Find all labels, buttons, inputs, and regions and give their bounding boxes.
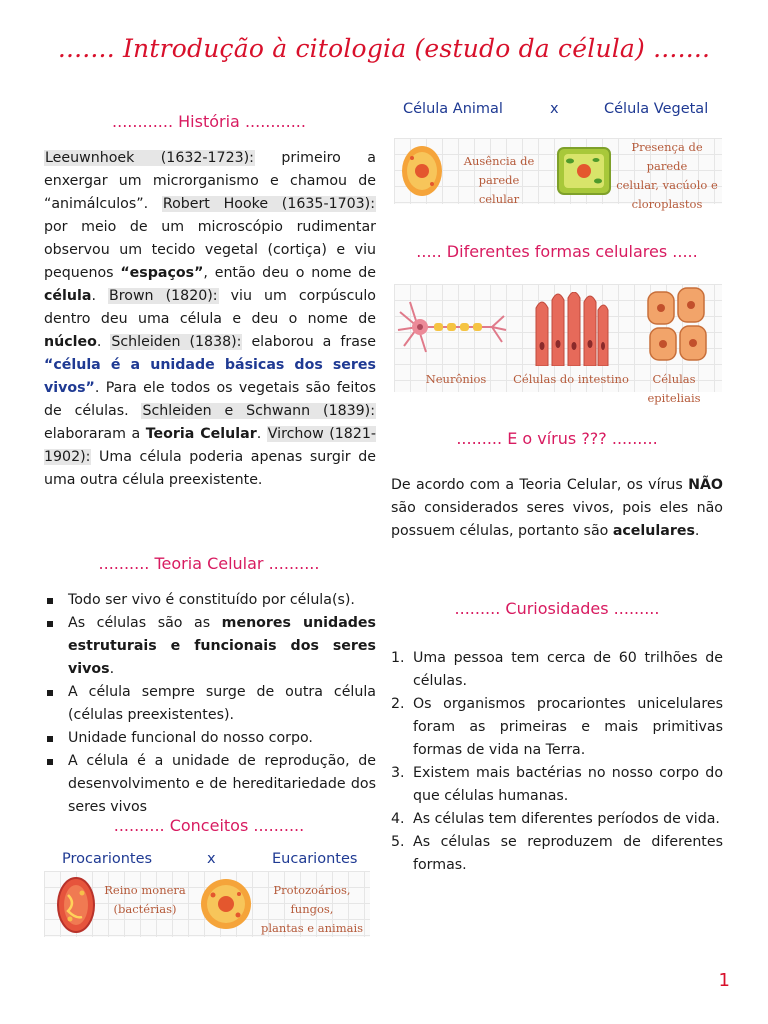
plant-cell-note: Presença de parede celular, vacúolo e cloroplastos xyxy=(616,140,718,211)
section-curiosidades-heading: ......... Curiosidades ......... xyxy=(454,599,660,618)
page-title: ....... Introdução à citologia (estudo da célula) ....... xyxy=(57,34,711,63)
section-teoria-heading: .......... Teoria Celular .......... xyxy=(98,554,320,573)
neuron-label: Neurônios xyxy=(425,372,487,386)
list-item: 4. As células tem diferentes períodos de vida. xyxy=(391,811,720,827)
celula-vegetal-label: Célula Vegetal xyxy=(604,101,709,117)
history-name: Schleiden e Schwann (1839): xyxy=(142,403,375,419)
procariontes-label: Procariontes xyxy=(62,851,153,867)
history-item: Leeuwnhoek (1632-1723): primeiro a enxergar um microrganismo e chamou de “animálculos”. xyxy=(44,150,377,212)
eukaryote-cell-icon xyxy=(198,877,254,931)
list-item: 5. As células se reproduzem de diferentes formas. xyxy=(391,834,723,873)
section-virus-heading: ......... E o vírus ??? ......... xyxy=(456,429,658,448)
history-item: Virchow (1821-1902): Uma célula poderia apenas surgir de uma outra célula preexistente. xyxy=(44,426,376,488)
history-item: Schleiden e Schwann (1839): elaboraram a Teoria Celular. xyxy=(44,403,375,442)
epithelial-label: Células epiteliais xyxy=(647,372,701,405)
eucariontes-note: Protozoários, fungos, plantas e animais xyxy=(260,883,364,935)
list-item: 1. Uma pessoa tem cerca de 60 trilhões de células. xyxy=(391,650,723,689)
list-item: A célula é a unidade de reprodução, de desenvolvimento e de hereditariedade dos seres vivos xyxy=(44,750,376,819)
celula-animal-label: Célula Animal xyxy=(403,101,503,117)
vs-label: x xyxy=(550,101,559,117)
section-formas-heading: ..... Diferentes formas celulares ..... xyxy=(416,242,698,261)
vs-label: x xyxy=(207,851,216,867)
cell-types-illustration xyxy=(44,871,370,937)
history-name: Brown (1820): xyxy=(109,288,218,304)
list-item: 3. Existem mais bactérias no nosso corpo do que células humanas. xyxy=(391,765,723,804)
epithelial-cells-icon xyxy=(644,286,710,364)
neuron-icon xyxy=(396,292,508,362)
intestine-label: Células do intestino xyxy=(513,372,629,386)
theory-list xyxy=(44,589,376,819)
plant-cell-icon xyxy=(556,146,612,196)
procariontes-note: Reino monera (bactérias) xyxy=(104,883,186,916)
virus-text: De acordo com a Teoria Celular, os vírus NÃO são considerados seres vivos, pois eles não possuem células, portanto são acelulares. xyxy=(391,477,723,539)
list-item: Todo ser vivo é constituído por célula(s). xyxy=(44,589,376,612)
animal-cell-icon xyxy=(400,144,444,198)
page-number: 1 xyxy=(718,970,730,991)
history-name: Robert Hooke (1635-1703): xyxy=(162,196,375,212)
animal-plant-illustration xyxy=(394,138,722,211)
history-item: Schleiden (1838): elaborou a frase “célula é a unidade básicas dos seres vivos”. Para ele todos os vegetais são feitos de células. xyxy=(44,334,377,419)
intestine-cells-icon xyxy=(532,292,612,366)
list-item: A célula sempre surge de outra célula (células preexistentes). xyxy=(44,681,376,727)
section-conceitos-heading: .......... Conceitos .......... xyxy=(113,816,305,835)
animal-cell-note: Ausência de parede celular xyxy=(463,154,535,206)
eucariontes-label: Eucariontes xyxy=(272,851,358,867)
history-name: Schleiden (1838): xyxy=(111,334,242,350)
curiosities-list xyxy=(391,647,723,877)
section-historia-heading: ............ História ............ xyxy=(112,112,306,131)
history-name: Leeuwnhoek (1632-1723): xyxy=(45,150,254,166)
history-item: Robert Hooke (1635-1703): por meio de um microscópio rudimentar observou um tecido vegetal (cortiça) e viu pequenos “espaços”, então deu o nome de célula. xyxy=(44,196,376,304)
history-name: Virchow (1821-1902): xyxy=(44,426,376,465)
list-item: 2. Os organismos procariontes unicelulares foram as primeiras e mais primitivas formas de vida na Terra. xyxy=(391,696,723,758)
history-item: Brown (1820): viu um corpúsculo dentro deu uma célula e deu o nome de núcleo. xyxy=(44,288,376,350)
bacteria-icon xyxy=(54,875,98,935)
cell-shapes-illustration xyxy=(394,284,722,405)
list-item: Unidade funcional do nosso corpo. xyxy=(44,727,376,750)
list-item: As células são as menores unidades estruturais e funcionais dos seres vivos. xyxy=(44,612,376,681)
history-text xyxy=(44,147,376,492)
